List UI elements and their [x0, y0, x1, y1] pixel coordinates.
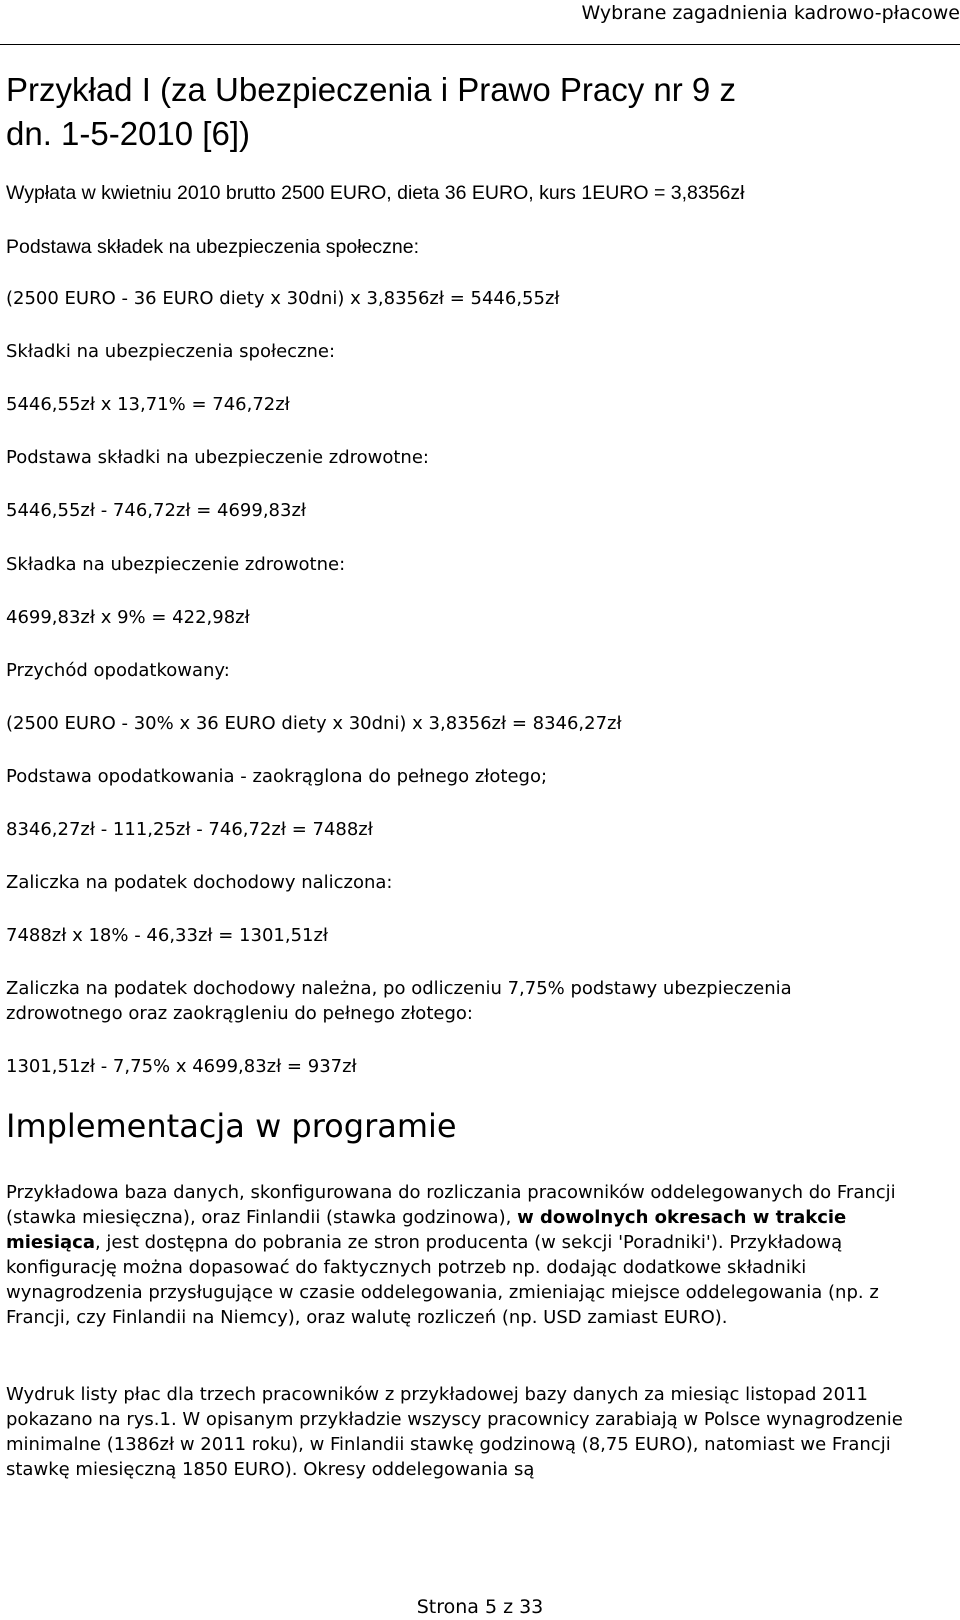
calc-line: 8346,27zł - 111,25zł - 746,72zł = 7488zł [6, 819, 373, 840]
calc-line: (2500 EURO - 36 EURO diety x 30dni) x 3,8356zł = 5446,55zł [6, 288, 560, 309]
calc-line: 4699,83zł x 9% = 422,98zł [6, 607, 250, 628]
calc-line: Podstawa opodatkowania - zaokrąglona do pełnego złotego; [6, 766, 548, 787]
p1-text-b: , jest dostępna do pobrania ze stron producenta (w sekcji 'Poradniki'). Przykładową konfigurację można dopasować do faktycznych potrzeb np. dodając dodatkowe składniki wynagrodzenia przysługujące w czasie oddelegowania, zmieniając miejsce oddelegowania (np. z Francji, czy Finlandii na Niemcy), oraz walutę rozliczeń (np. USD zamiast EURO). [6, 1232, 879, 1328]
calc-line: Podstawa składki na ubezpieczenie zdrowotne: [6, 447, 429, 468]
p1-text-a: Przykładowa baza danych, skonfigurowana do rozliczania pracowników oddelegowanych do Francji (stawka miesięczna), oraz Finlandii (stawka godzinowa), [6, 1182, 896, 1228]
implementation-paragraph-1 [6, 1180, 936, 1330]
document-body [6, 68, 941, 1480]
calc-line: 5446,55zł - 746,72zł = 4699,83zł [6, 500, 307, 521]
example-title: Przykład I (za Ubezpieczenia i Prawo Pracy nr 9 z dn. 1-5-2010 [6]) [6, 71, 736, 152]
page-number: Strona 5 z 33 [416, 1596, 544, 1618]
implementation-paragraph-2: Wydruk listy płac dla trzech pracowników z przykładowej bazy danych za miesiąc listopad 2011 pokazano na rys.1. W opisanym przykładzie wszyscy pracownicy zarabiają w Polsce wynagrodzenie minimalne (1386zł w 2011 roku), w Finlandii stawkę godzinową (8,75 EURO), natomiast we Francji stawkę miesięczną 1850 EURO). Okresy oddelegowania są [6, 1384, 903, 1480]
calc-line: (2500 EURO - 30% x 36 EURO diety x 30dni) x 3,8356zł = 8346,27zł [6, 713, 622, 734]
social-base-label: Podstawa składek na ubezpieczenia społeczne: [6, 236, 420, 258]
header-title: Wybrane zagadnienia kadrowo-płacowe [581, 2, 960, 24]
calc-line: Składka na ubezpieczenie zdrowotne: [6, 554, 346, 575]
calc-line: Zaliczka na podatek dochodowy naliczona: [6, 872, 393, 893]
tax-due-calc: 1301,51zł - 7,75% x 4699,83zł = 937zł [6, 1056, 357, 1077]
calc-line: 7488zł x 18% - 46,33zł = 1301,51zł [6, 925, 329, 946]
example-intro: Wypłata w kwietniu 2010 brutto 2500 EURO, dieta 36 EURO, kurs 1EURO = 3,8356zł [6, 182, 745, 204]
running-header [0, 0, 960, 45]
p1-bold-text: w dowolnych okresach w trakcie miesiąca [6, 1207, 847, 1253]
tax-due-label-line2: zdrowotnego oraz zaokrągleniu do pełnego złotego: [6, 1003, 473, 1024]
implementation-heading: Implementacja w programie [6, 1107, 457, 1145]
calc-line: 5446,55zł x 13,71% = 746,72zł [6, 394, 290, 415]
calc-line: Przychód opodatkowany: [6, 660, 230, 681]
tax-due-label-line1: Zaliczka na podatek dochodowy należna, po odliczeniu 7,75% podstawy ubezpieczenia [6, 978, 792, 999]
calc-line: Składki na ubezpieczenia społeczne: [6, 341, 336, 362]
